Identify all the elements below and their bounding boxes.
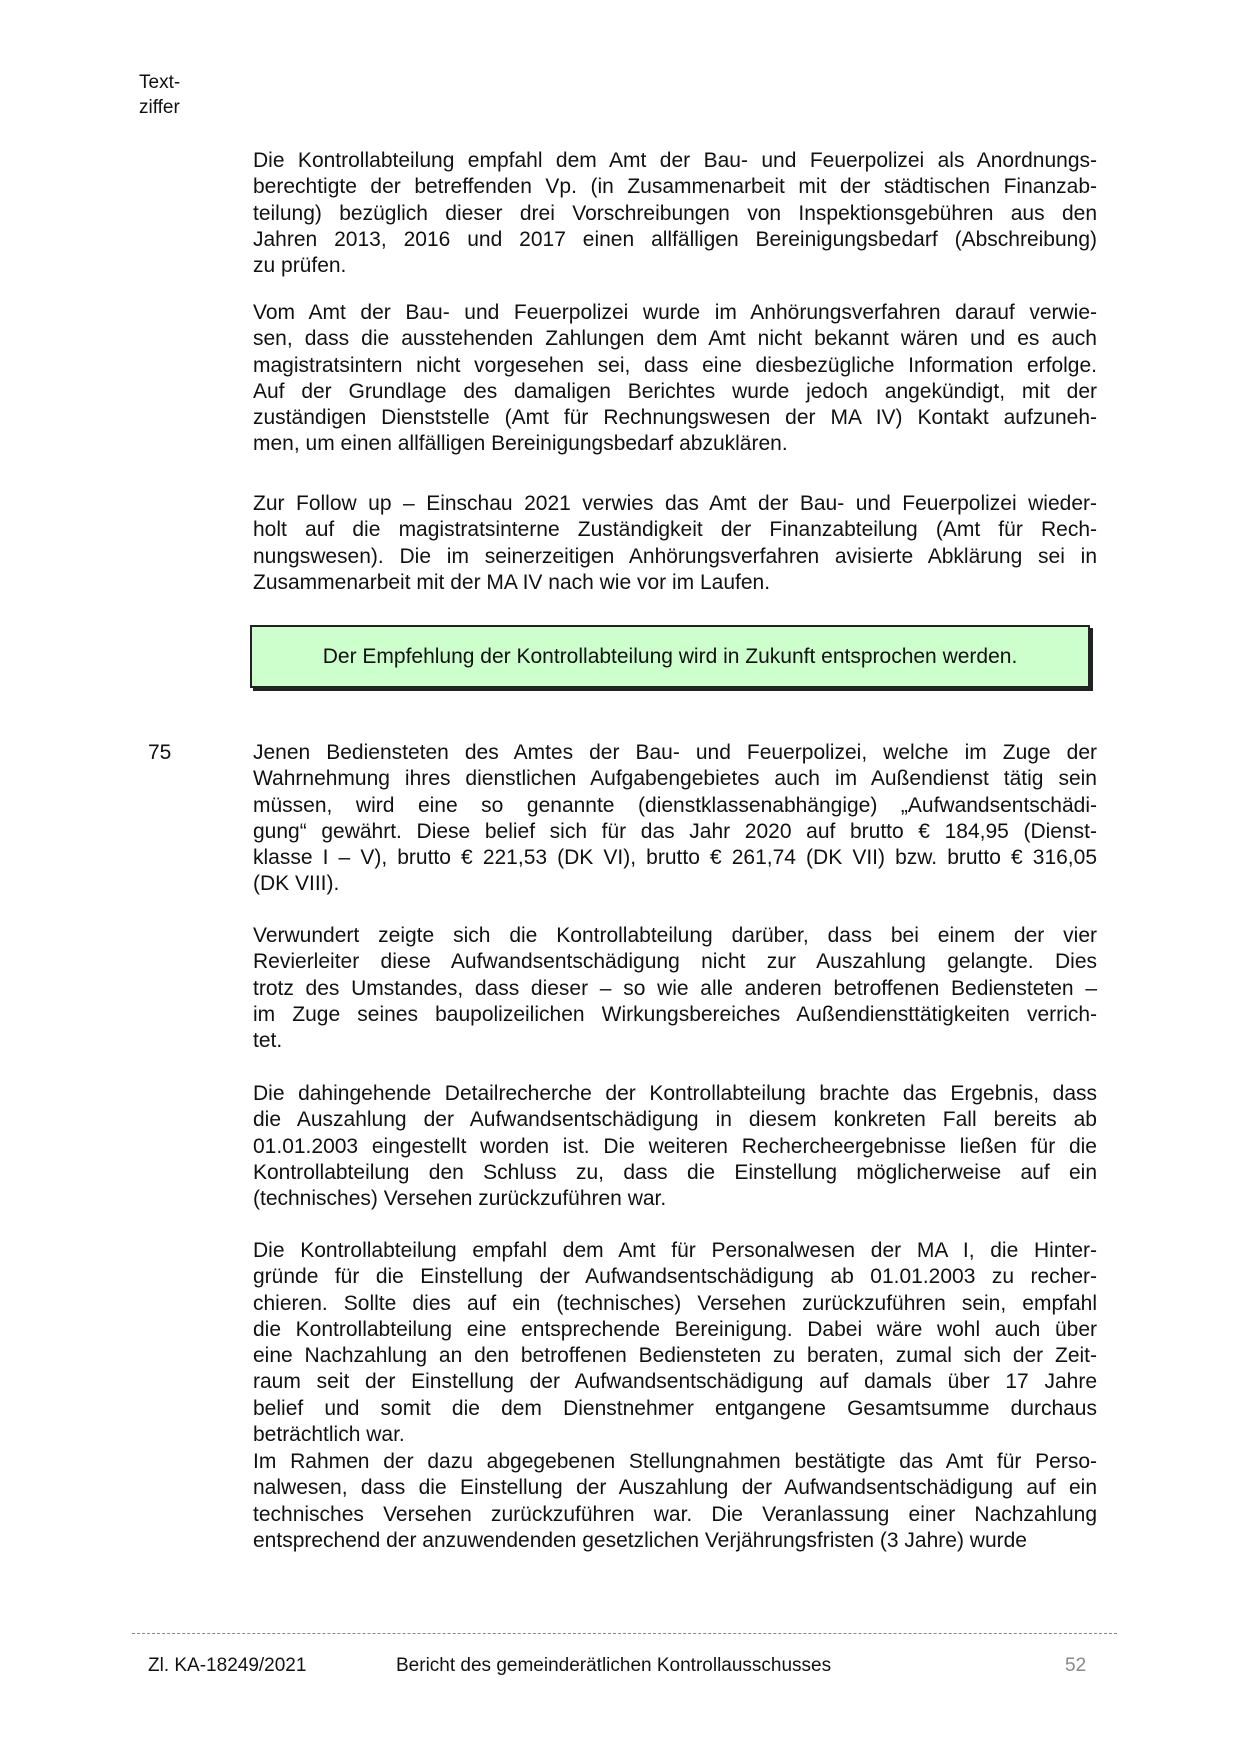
text-line: Jahren 2013, 2016 und 2017 einen allfälligen Bereinigungsbedarf (Abschreibung) — [253, 227, 1097, 251]
page-number: 52 — [1065, 1655, 1087, 1676]
text-line: (technisches) Versehen zurückzuführen war. — [253, 1187, 667, 1211]
paragraph-1 — [253, 148, 1097, 279]
text-line: entsprechend der anzuwendenden gesetzlichen Verjährungsfristen (3 Jahre) wurde — [253, 1528, 1027, 1552]
paragraph-5 — [253, 923, 1097, 1054]
footer-title: Bericht des gemeinderätlichen Kontrollausschusses — [396, 1655, 832, 1676]
paragraph-4 — [253, 740, 1097, 898]
result-box-text: Der Empfehlung der Kontrollabteilung wird in Zukunft entsprochen werden. — [322, 644, 1018, 668]
text-line: Revierleiter diese Aufwandsentschädigung nicht zur Auszahlung gelangte. Dies — [253, 950, 1097, 974]
text-line: (DK VIII). — [253, 872, 340, 896]
text-line: belief und somit die dem Dienstnehmer entgangene Gesamtsumme durchaus — [253, 1396, 1097, 1420]
text-line: beträchtlich war. — [253, 1423, 405, 1447]
text-line: Die Kontrollabteilung empfahl dem Amt für Personalwesen der MA I, die Hinter- — [253, 1239, 1097, 1262]
text-line: technisches Versehen zurückzuführen war. Die Veranlassung einer Nachzahlung — [253, 1502, 1097, 1526]
text-line: nalwesen, dass die Einstellung der Auszahlung der Aufwandsentschädigung auf ein — [253, 1476, 1097, 1500]
text-line: Verwundert zeigte sich die Kontrollabteilung darüber, dass bei einem der vier — [253, 924, 1097, 947]
text-line: zu prüfen. — [253, 254, 347, 278]
text-line: chieren. Sollte dies auf ein (technisches) Versehen zurückzuführen sein, empfahl — [253, 1291, 1097, 1315]
paragraph-8 — [253, 1449, 1097, 1554]
text-line: Vom Amt der Bau- und Feuerpolizei wurde im Anhörungsverfahren darauf verwie- — [253, 301, 1097, 324]
paragraph-3 — [253, 491, 1097, 596]
result-box — [250, 625, 1090, 688]
text-line: im Zuge seines baupolizeilichen Wirkungsbereiches Außendiensttätigkeiten verrich- — [253, 1002, 1097, 1026]
text-line: müssen, wird eine so genannte (dienstklassenabhängige) „Aufwandsentschädi- — [253, 793, 1097, 817]
item-number: 75 — [148, 741, 172, 764]
paragraph-7 — [253, 1238, 1097, 1448]
text-line: trotz des Umstandes, dass dieser – so wie alle anderen betroffenen Bediensteten – — [253, 976, 1097, 1000]
text-line: men, um einen allfälligen Bereinigungsbedarf abzuklären. — [253, 432, 788, 456]
text-line: nungswesen). Die im seinerzeitigen Anhörungsverfahren avisierte Abklärung sei in — [253, 544, 1097, 568]
text-line: gung“ gewährt. Diese belief sich für das Jahr 2020 auf brutto € 184,95 (Dienst- — [253, 819, 1097, 843]
text-line: Die dahingehende Detailrecherche der Kontrollabteilung brachte das Ergebnis, dass — [253, 1082, 1097, 1105]
text-line: die Auszahlung der Aufwandsentschädigung in diesem konkreten Fall bereits ab — [253, 1108, 1097, 1132]
text-line: sen, dass die ausstehenden Zahlungen dem Amt nicht bekannt wären und es auch — [253, 327, 1097, 351]
text-line: eine Nachzahlung an den betroffenen Bediensteten zu beraten, zumal sich der Zeit- — [253, 1344, 1097, 1368]
text-line: 01.01.2003 eingestellt worden ist. Die weiteren Rechercheergebnisse ließen für die — [253, 1134, 1097, 1158]
text-line: Kontrollabteilung den Schluss zu, dass die Einstellung möglicherweise auf ein — [253, 1160, 1097, 1184]
text-line: Wahrnehmung ihres dienstlichen Aufgabengebietes auch im Außendienst tätig sein — [253, 767, 1097, 791]
text-line: die Kontrollabteilung eine entsprechende Bereinigung. Dabei wäre wohl auch über — [253, 1317, 1097, 1341]
paragraph-2 — [253, 300, 1097, 458]
footer-divider — [132, 1633, 1117, 1634]
text-line: berechtigte der betreffenden Vp. (in Zusammenarbeit mit der städtischen Finanzab- — [253, 175, 1097, 199]
text-line: klasse I – V), brutto € 221,53 (DK VI), brutto € 261,74 (DK VII) bzw. brutto € 316,05 — [253, 846, 1097, 870]
paragraph-6 — [253, 1081, 1097, 1212]
footer-reference: Zl. KA-18249/2021 — [148, 1655, 307, 1676]
text-line: Zur Follow up – Einschau 2021 verwies das Amt der Bau- und Feuerpolizei wieder- — [253, 492, 1097, 515]
text-line: Jenen Bediensteten des Amtes der Bau- und Feuerpolizei, welche im Zuge der — [253, 741, 1097, 764]
text-line: magistratsintern nicht vorgesehen sei, dass eine diesbezügliche Information erfolge. — [253, 353, 1097, 377]
text-line: zuständigen Dienststelle (Amt für Rechnungswesen der MA IV) Kontakt aufzuneh- — [253, 406, 1097, 430]
text-line: tet. — [253, 1029, 283, 1053]
text-line: Zusammenarbeit mit der MA IV nach wie vor im Laufen. — [253, 570, 771, 594]
margin-label-line-1: Text- — [139, 72, 181, 93]
text-line: Auf der Grundlage des damaligen Berichtes wurde jedoch angekündigt, mit der — [253, 379, 1097, 403]
margin-label — [139, 70, 180, 120]
text-line: raum seit der Einstellung der Aufwandsentschädigung auf damals über 17 Jahre — [253, 1370, 1097, 1394]
margin-label-line-2: ziffer — [139, 97, 180, 118]
text-line: Die Kontrollabteilung empfahl dem Amt der Bau- und Feuerpolizei als Anordnungs- — [253, 149, 1097, 172]
text-line: gründe für die Einstellung der Aufwandsentschädigung ab 01.01.2003 zu recher- — [253, 1265, 1097, 1289]
text-line: holt auf die magistratsinterne Zuständigkeit der Finanzabteilung (Amt für Rech- — [253, 518, 1097, 542]
text-line: Im Rahmen der dazu abgegebenen Stellungnahmen bestätigte das Amt für Perso- — [253, 1450, 1097, 1473]
text-line: teilung) bezüglich dieser drei Vorschreibungen von Inspektionsgebühren aus den — [253, 201, 1097, 225]
